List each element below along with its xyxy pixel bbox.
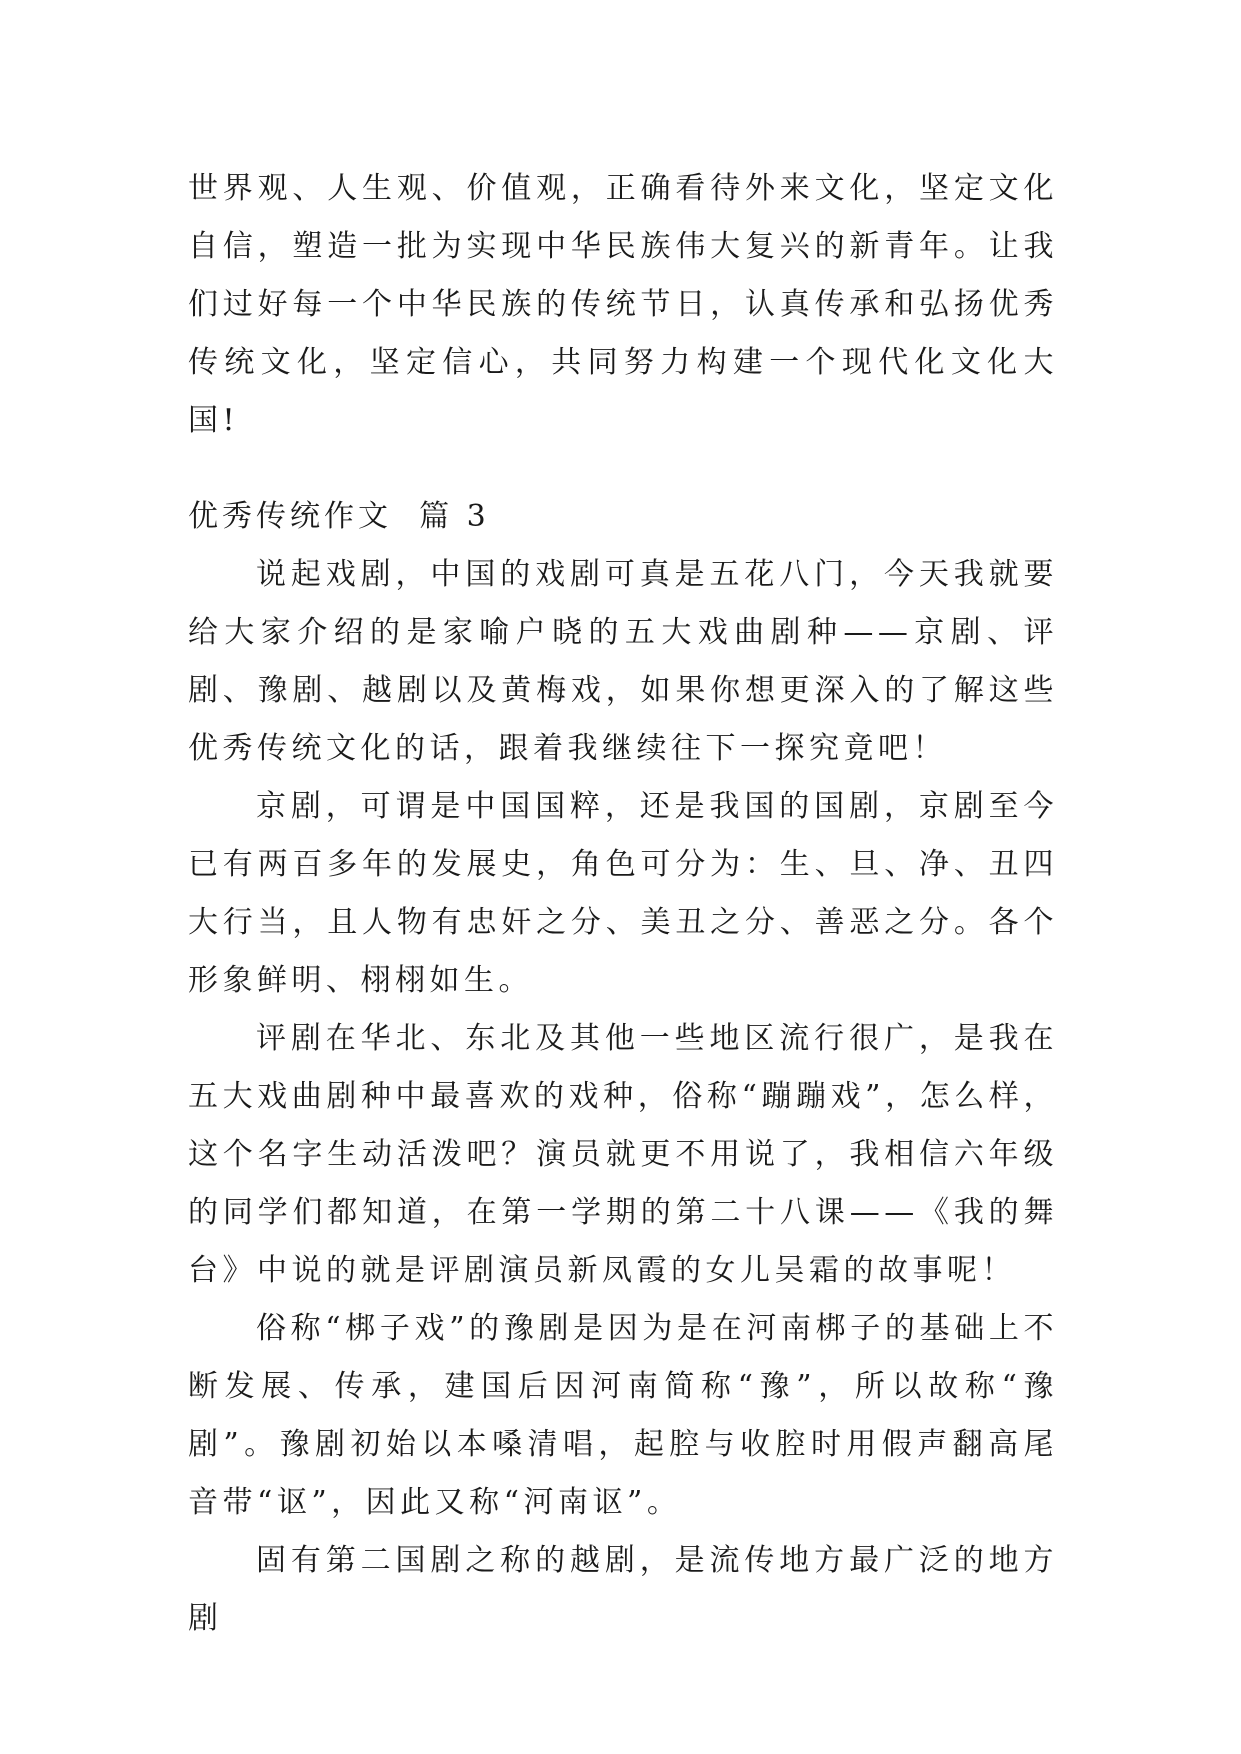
document-page [188, 160, 1058, 1648]
paragraph-intro-opera: 说起戏剧，中国的戏剧可真是五花八门，今天我就要给大家介绍的是家喻户晓的五大戏曲剧种——京剧、评剧、豫剧、越剧以及黄梅戏，如果你想更深入的了解这些优秀传统文化的话，跟着我继续往下一探究竟吧！ [188, 557, 1058, 766]
paragraph-pingju: 评剧在华北、东北及其他一些地区流行很广，是我在五大戏曲剧种中最喜欢的戏种，俗称“蹦蹦戏”，怎么样，这个名字生动活泼吧？演员就更不用说了，我相信六年级的同学们都知道，在第一学期的第二十八课——《我的舞台》中说的就是评剧演员新凤霞的女儿吴霜的故事呢！ [188, 1021, 1058, 1288]
section-heading: 优秀传统作文 篇 3 [188, 499, 490, 534]
paragraph-peking-opera: 京剧，可谓是中国国粹，还是我国的国剧，京剧至今已有两百多年的发展史，角色可分为：生、旦、净、丑四大行当，且人物有忠奸之分、美丑之分、善恶之分。各个形象鲜明、栩栩如生。 [188, 789, 1058, 998]
paragraph-yuju: 俗称“梆子戏”的豫剧是因为是在河南梆子的基础上不断发展、传承，建国后因河南简称“豫”，所以故称“豫剧”。豫剧初始以本嗓清唱，起腔与收腔时用假声翻高尾音带“讴”，因此又称“河南讴”。 [188, 1311, 1058, 1520]
intro-paragraph: 世界观、人生观、价值观，正确看待外来文化，坚定文化自信，塑造一批为实现中华民族伟大复兴的新青年。让我们过好每一个中华民族的传统节日，认真传承和弘扬优秀传统文化，坚定信心，共同努力构建一个现代化文化大国! [188, 171, 1058, 438]
paragraph-yueju: 固有第二国剧之称的越剧，是流传地方最广泛的地方剧 [188, 1543, 1058, 1636]
